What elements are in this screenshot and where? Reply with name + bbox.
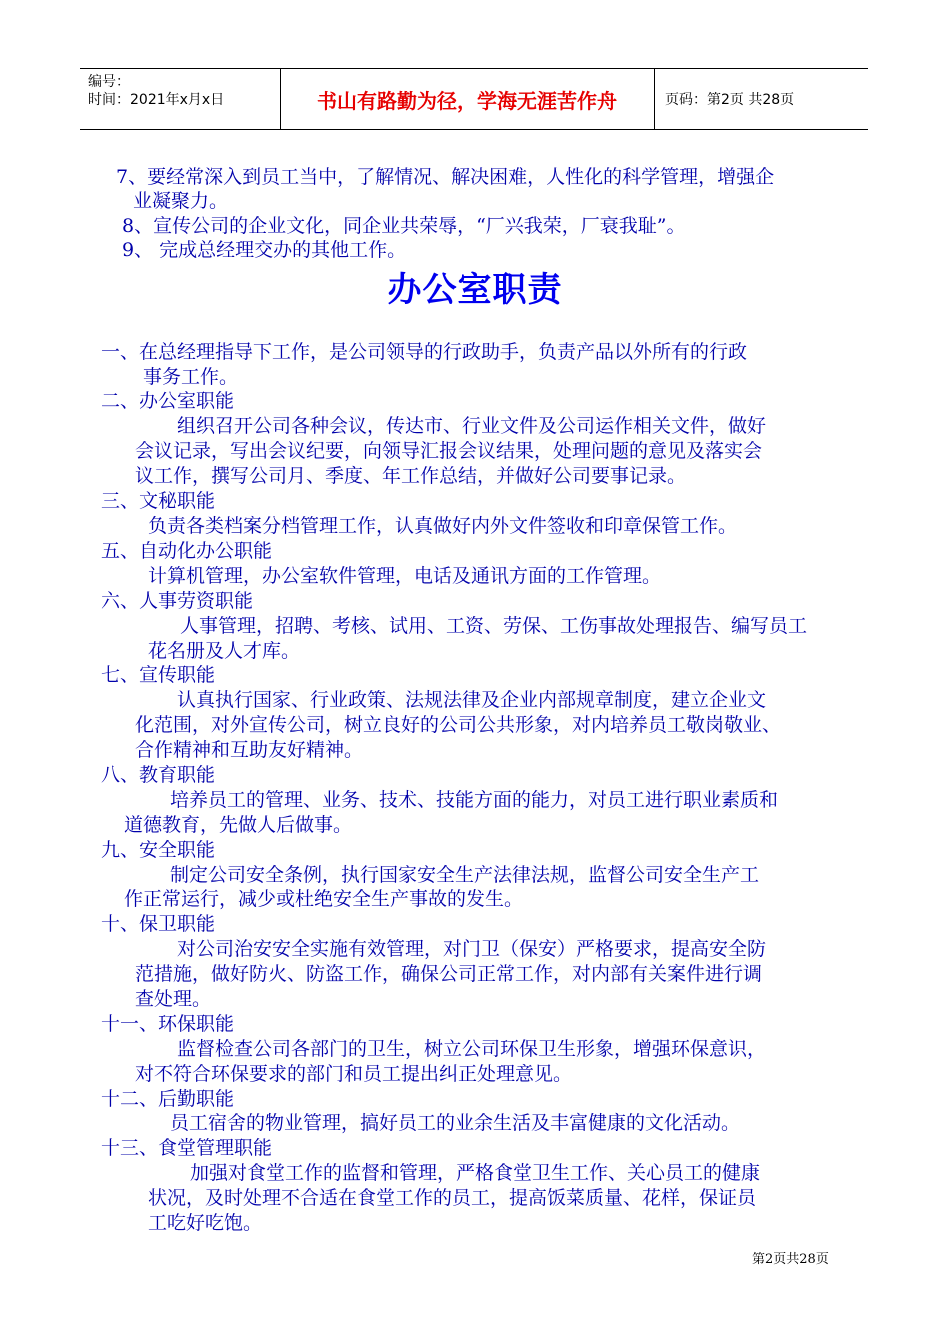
header-meta-cell <box>80 69 281 129</box>
duty-line: 人事管理，招聘、考核、试用、工资、劳保、工伤事故处理报告、编写员工 <box>180 615 808 637</box>
page-footer: 第2页共28页 <box>752 1252 829 1267</box>
duty-heading: 十三、食堂管理职能 <box>101 1137 273 1159</box>
duty-line: 化范围，对外宣传公司，树立良好的公司公共形象，对内培养员工敬岗敬业、 <box>135 714 782 736</box>
duty-line: 合作精神和互助友好精神。 <box>135 739 364 761</box>
duty-line: 会议记录，写出会议纪要，向领导汇报会议结果，处理问题的意见及落实会 <box>135 440 763 462</box>
duty-line: 加强对食堂工作的监督和管理，严格食堂卫生工作、关心员工的健康 <box>190 1162 761 1184</box>
duty-heading: 六、人事劳资职能 <box>101 590 254 612</box>
section-title: 办公室职责 <box>387 270 563 310</box>
duty-line: 议工作，撰写公司月、季度、年工作总结，并做好公司要事记录。 <box>135 465 687 487</box>
duty-heading: 十、保卫职能 <box>101 913 216 935</box>
duty-line: 作正常运行，减少或杜绝安全生产事故的发生。 <box>124 888 524 910</box>
duty-heading: 九、安全职能 <box>101 839 216 861</box>
intro-line: 业凝聚力。 <box>133 190 229 212</box>
duty-heading: 十一、环保职能 <box>101 1013 235 1035</box>
header-page-code: 页码：第2页 共28页 <box>665 92 795 108</box>
duty-heading: 八、教育职能 <box>101 764 216 786</box>
duty-line: 监督检查公司各部门的卫生，树立公司环保卫生形象，增强环保意识， <box>177 1038 767 1060</box>
duty-line: 培养员工的管理、业务、技术、技能方面的能力，对员工进行职业素质和 <box>170 789 779 811</box>
time-label: 时间：2021年x月x日 <box>88 92 225 108</box>
duty-line: 范措施，做好防火、防盗工作，确保公司正常工作，对内部有关案件进行调 <box>135 963 763 985</box>
intro-line: 7、要经常深入到员工当中，了解情况、解决困难，人性化的科学管理，增强企 <box>116 166 775 188</box>
duty-heading: 十二、后勤职能 <box>101 1088 235 1110</box>
duty-line: 组织召开公司各种会议，传达市、行业文件及公司运作相关文件，做好 <box>177 415 767 437</box>
duty-line: 工吃好吃饱。 <box>148 1212 263 1234</box>
duty-line: 负责各类档案分档管理工作，认真做好内外文件签收和印章保管工作。 <box>148 515 738 537</box>
header-motto: 书山有路勤为径，学海无涯苦作舟 <box>280 69 655 129</box>
duty-heading: 七、宣传职能 <box>101 664 216 686</box>
intro-line: 8、宣传公司的企业文化，同企业共荣辱，“厂兴我荣，厂衰我耻”。 <box>122 215 686 237</box>
duty-heading: 五、自动化办公职能 <box>101 540 273 562</box>
duty-line: 查处理。 <box>135 988 212 1010</box>
duty-line: 花名册及人才库。 <box>148 640 301 662</box>
duty-heading: 三、文秘职能 <box>101 490 216 512</box>
intro-line: 9、 完成总经理交办的其他工作。 <box>122 239 407 261</box>
duty-line: 对公司治安安全实施有效管理，对门卫（保安）严格要求，提高安全防 <box>177 938 767 960</box>
number-label: 编号： <box>88 74 130 90</box>
page-header <box>80 68 868 130</box>
duty-heading: 二、办公室职能 <box>101 390 235 412</box>
duty-line: 认真执行国家、行业政策、法规法律及企业内部规章制度，建立企业文 <box>177 689 767 711</box>
duty-line: 事务工作。 <box>143 366 239 388</box>
duty-line: 状况，及时处理不合适在食堂工作的员工，提高饭菜质量、花样，保证员 <box>148 1187 757 1209</box>
duty-line: 对不符合环保要求的部门和员工提出纠正处理意见。 <box>135 1063 573 1085</box>
duty-line: 计算机管理，办公室软件管理，电话及通讯方面的工作管理。 <box>148 565 662 587</box>
duty-line: 员工宿舍的物业管理，搞好员工的业余生活及丰富健康的文化活动。 <box>170 1112 741 1134</box>
duty-line: 制定公司安全条例，执行国家安全生产法律法规，监督公司安全生产工 <box>170 864 760 886</box>
duty-line: 一、在总经理指导下工作，是公司领导的行政助手，负责产品以外所有的行政 <box>101 341 748 363</box>
duty-line: 道德教育，先做人后做事。 <box>124 814 353 836</box>
